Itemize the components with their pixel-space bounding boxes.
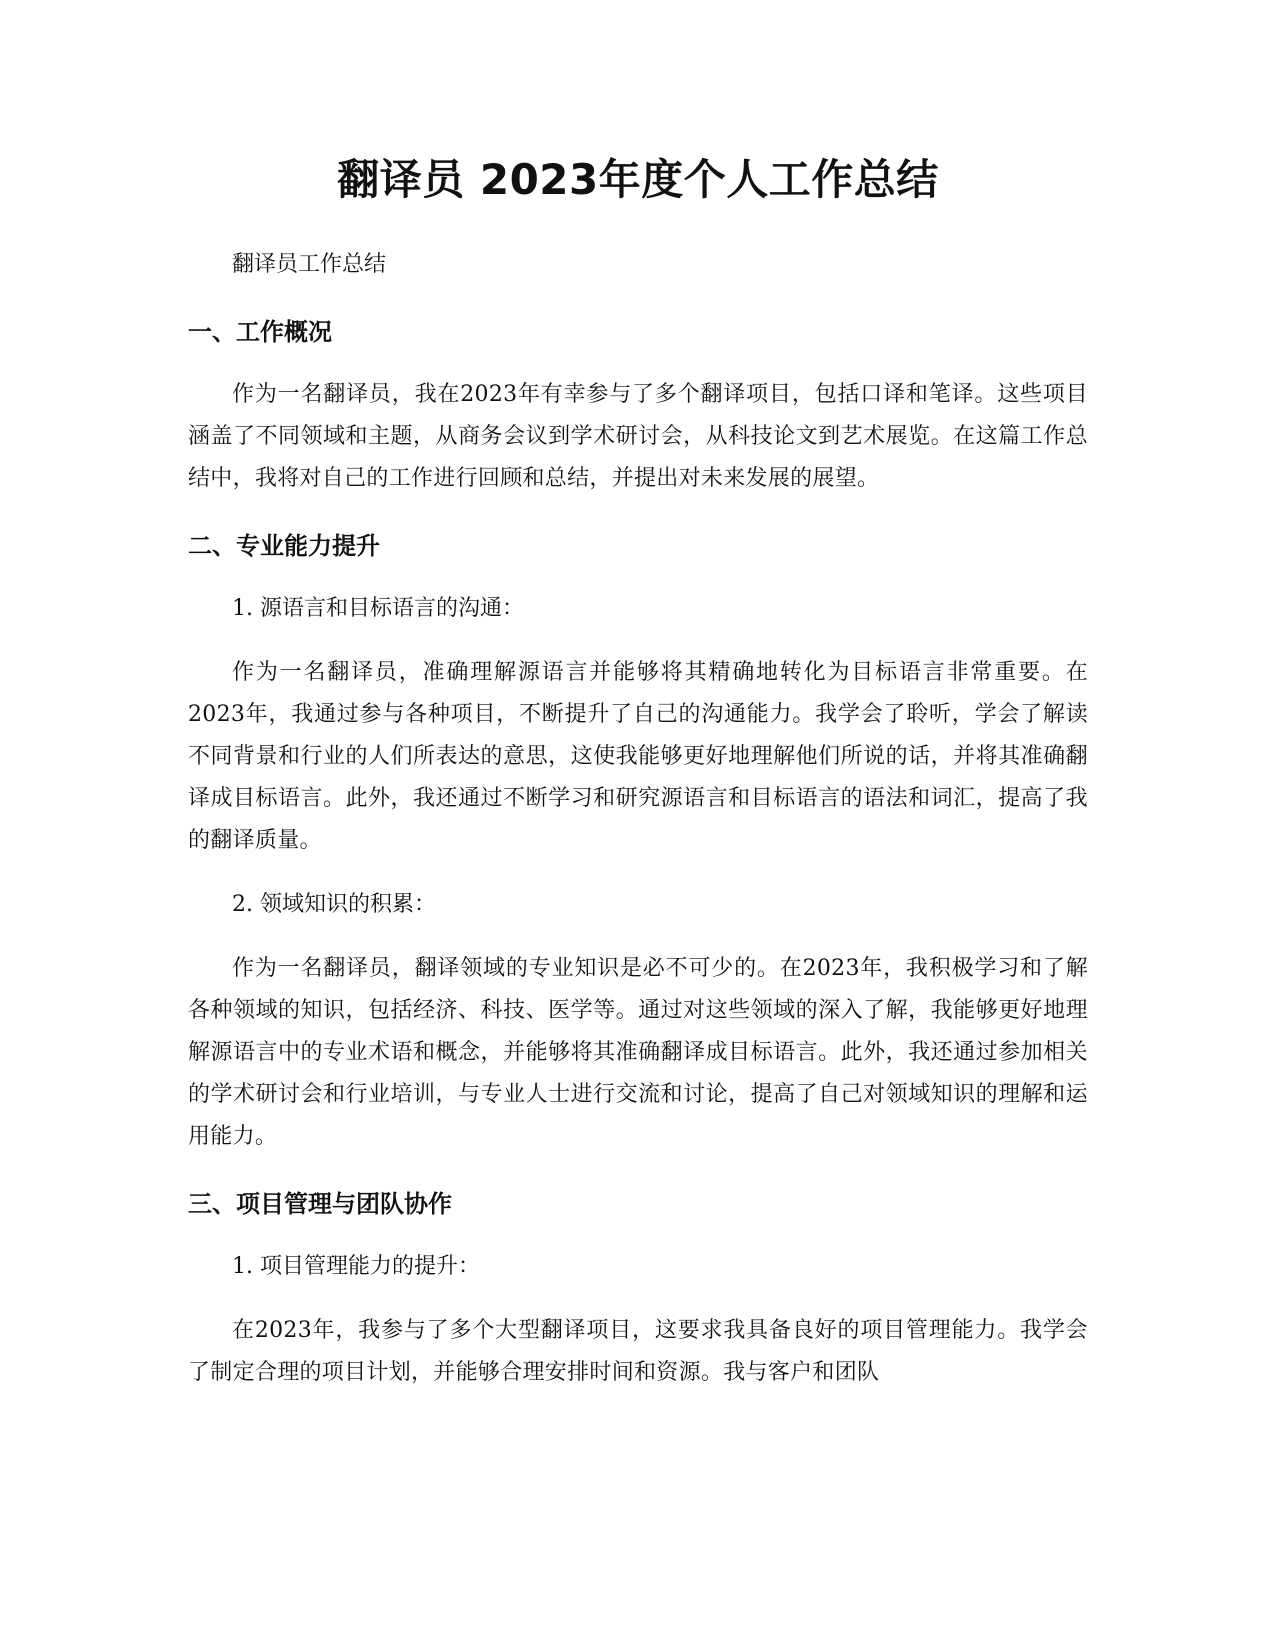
section-heading-project-management: 三、项目管理与团队协作 [188,1190,452,1218]
paragraph-language-communication: 作为一名翻译员，准确理解源语言并能够将其精确地转化为目标语言非常重要。在2023年，我通过参与各种项目，不断提升了自己的沟通能力。我学会了聆听，学会了解读不同背景和行业的人们所表达的意思，这使我能够更好地理解他们所说的话，并将其准确翻译成目标语言。此外，我还通过不断学习和研究源语言和目标语言的语法和词汇，提高了我的翻译质量。 [188,660,1088,853]
document-subtitle: 翻译员工作总结 [232,252,387,277]
paragraph-project-management-skills: 在2023年，我参与了多个大型翻译项目，这要求我具备良好的项目管理能力。我学会了制定合理的项目计划，并能够合理安排时间和资源。我与客户和团队 [188,1318,1088,1385]
item-heading-domain-knowledge: 2. 领域知识的积累： [232,892,436,917]
paragraph-domain-knowledge: 作为一名翻译员，翻译领域的专业知识是必不可少的。在2023年，我积极学习和了解各种领域的知识，包括经济、科技、医学等。通过对这些领域的深入了解，我能够更好地理解源语言中的专业术语和概念，并能够将其准确翻译成目标语言。此外，我还通过参加相关的学术研讨会和行业培训，与专业人士进行交流和讨论，提高了自己对领域知识的理解和运用能力。 [188,956,1088,1149]
item-heading-project-management-skills: 1. 项目管理能力的提升： [232,1254,480,1279]
section-heading-professional-skills: 二、专业能力提升 [188,532,380,560]
item-heading-language-communication: 1. 源语言和目标语言的沟通： [232,596,524,621]
document-body [188,150,1088,1394]
document-title: 翻译员 2023年度个人工作总结 [337,155,939,204]
paragraph-work-overview: 作为一名翻译员，我在2023年有幸参与了多个翻译项目，包括口译和笔译。这些项目涵盖了不同领域和主题，从商务会议到学术研讨会，从科技论文到艺术展览。在这篇工作总结中，我将对自己的工作进行回顾和总结，并提出对未来发展的展望。 [188,382,1088,491]
section-heading-work-overview: 一、工作概况 [188,318,332,346]
